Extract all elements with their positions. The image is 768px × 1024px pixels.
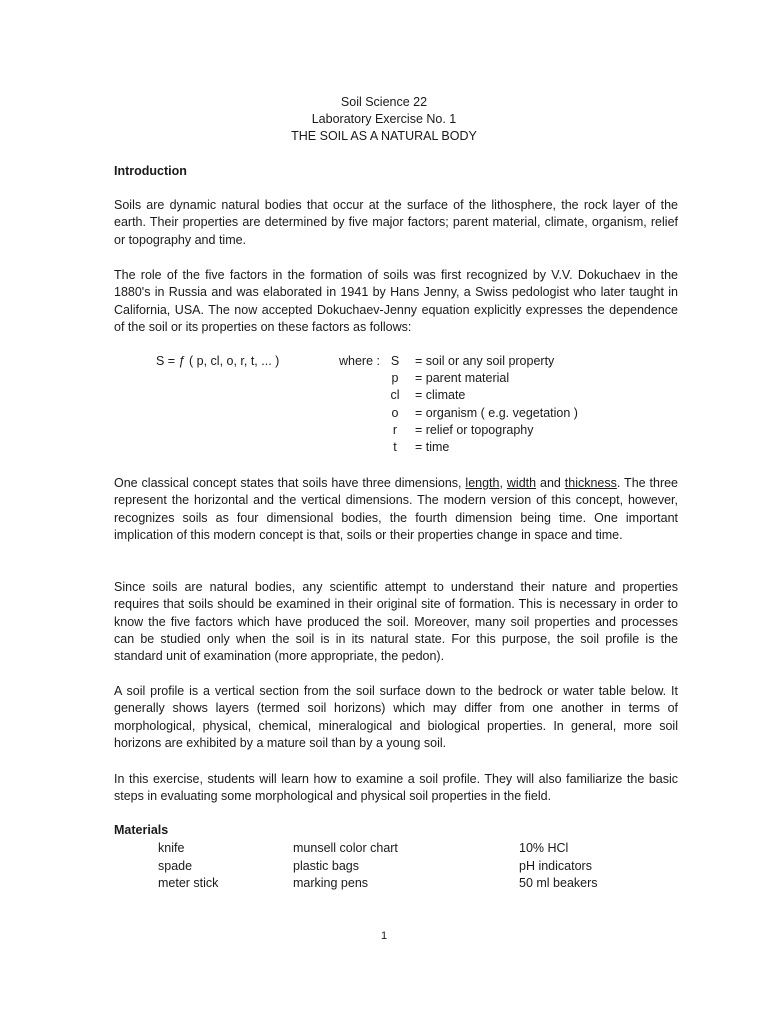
material-item: knife bbox=[158, 841, 185, 855]
equation-symbols bbox=[380, 353, 410, 456]
soil-profile-text: A soil profile is a vertical section from the soil surface down to the bedrock or water table below. It generally shows layers (termed soil horizons) which may differ from one another in terms of morphological, physical, chemical, mineralogical and biological properties. In general, more soil horizons are exhibited by a mature soil than by a young soil. bbox=[114, 684, 678, 750]
symbol-cl: cl bbox=[390, 388, 400, 403]
material-item: plastic bags bbox=[293, 858, 360, 873]
document-title: THE SOIL AS A NATURAL BODY bbox=[291, 129, 477, 143]
materials-column-2 bbox=[293, 840, 398, 893]
intro-paragraph-2 bbox=[114, 267, 678, 336]
materials-column-3 bbox=[519, 840, 598, 893]
materials-column-1 bbox=[158, 840, 218, 893]
dimensions-paragraph-text bbox=[114, 475, 678, 544]
definition-p: = parent material bbox=[415, 371, 510, 386]
material-item: meter stick bbox=[158, 876, 219, 890]
exercise-paragraph bbox=[114, 771, 678, 806]
symbol-o: o bbox=[391, 405, 399, 420]
page-number: 1 bbox=[380, 930, 388, 942]
intro-paragraph-1-text: Soils are dynamic natural bodies that occur at the surface of the lithosphere, the rock layer of the earth. Their properties are determined by five major factors; parent material, climate, organism, relief or topography and time. bbox=[114, 198, 678, 247]
definition-r: = relief or topography bbox=[415, 422, 534, 437]
dimensions-paragraph bbox=[114, 475, 678, 544]
material-item: 50 ml beakers bbox=[519, 876, 598, 890]
definition-s: = soil or any soil property bbox=[415, 354, 555, 368]
material-item: munsell color chart bbox=[293, 841, 398, 855]
symbol-r: r bbox=[392, 422, 398, 437]
equation-where-label: where : bbox=[339, 354, 380, 368]
intro-paragraph-1 bbox=[114, 197, 678, 249]
exercise-text: In this exercise, students will learn how to examine a soil profile. They will also familiarize the basic steps in evaluating some morphological and physical soil properties in the field. bbox=[114, 772, 678, 804]
length-term: length bbox=[465, 476, 500, 490]
equation-formula: S = ƒ ( p, cl, o, r, t, ... ) bbox=[156, 354, 280, 368]
exercise-number: Laboratory Exercise No. 1 bbox=[311, 112, 457, 126]
symbol-s: S bbox=[390, 354, 400, 368]
material-item: marking pens bbox=[293, 876, 369, 890]
dimensions-comma: , bbox=[499, 476, 507, 490]
dimensions-text-b: . The three represent the horizontal and the vertical dimensions. The modern version of this concept, however, recognizes soils as four dimensional bodies, the fourth dimension being time. One important implication of this modern concept is that, soils or their properties change in space and time. bbox=[114, 476, 679, 542]
course-title: Soil Science 22 bbox=[340, 95, 428, 109]
equation-definitions bbox=[415, 353, 578, 456]
dimensions-text-a: One classical concept states that soils have three dimensions, bbox=[114, 476, 466, 490]
symbol-p: p bbox=[391, 371, 399, 386]
soil-profile-paragraph bbox=[114, 683, 678, 752]
definition-o: = organism ( e.g. vegetation ) bbox=[415, 405, 578, 420]
materials-heading: Materials bbox=[114, 823, 169, 837]
material-item: 10% HCl bbox=[519, 841, 569, 855]
material-item: spade bbox=[158, 858, 193, 873]
dimensions-and: and bbox=[536, 476, 565, 490]
definition-t: = time bbox=[415, 439, 450, 454]
width-term: width bbox=[506, 476, 537, 490]
introduction-heading: Introduction bbox=[114, 164, 187, 178]
natural-bodies-text: Since soils are natural bodies, any scientific attempt to understand their nature and properties requires that soils should be examined in their original site of formation. This is necessary in order to know the five factors which have produced the soil. Moreover, many soil properties and processes can be studied only when the soil is in its natural state. For this purpose, the soil profile is the standard unit of examination (more appropriate, the pedon). bbox=[114, 580, 678, 664]
natural-bodies-paragraph bbox=[114, 579, 678, 665]
material-item: pH indicators bbox=[519, 858, 592, 873]
definition-cl: = climate bbox=[415, 388, 466, 403]
thickness-term: thickness bbox=[564, 476, 617, 490]
symbol-t: t bbox=[393, 439, 397, 454]
intro-paragraph-2-text: The role of the five factors in the formation of soils was first recognized by V.V. Dokuchaev in the 1880's in Russia and was elaborated in 1941 by Hans Jenny, a Swiss pedologist who later taught in California, USA. The now accepted Dokuchaev-Jenny equation explicitly expresses the dependence of the soil or its properties on these factors as follows: bbox=[114, 268, 678, 334]
